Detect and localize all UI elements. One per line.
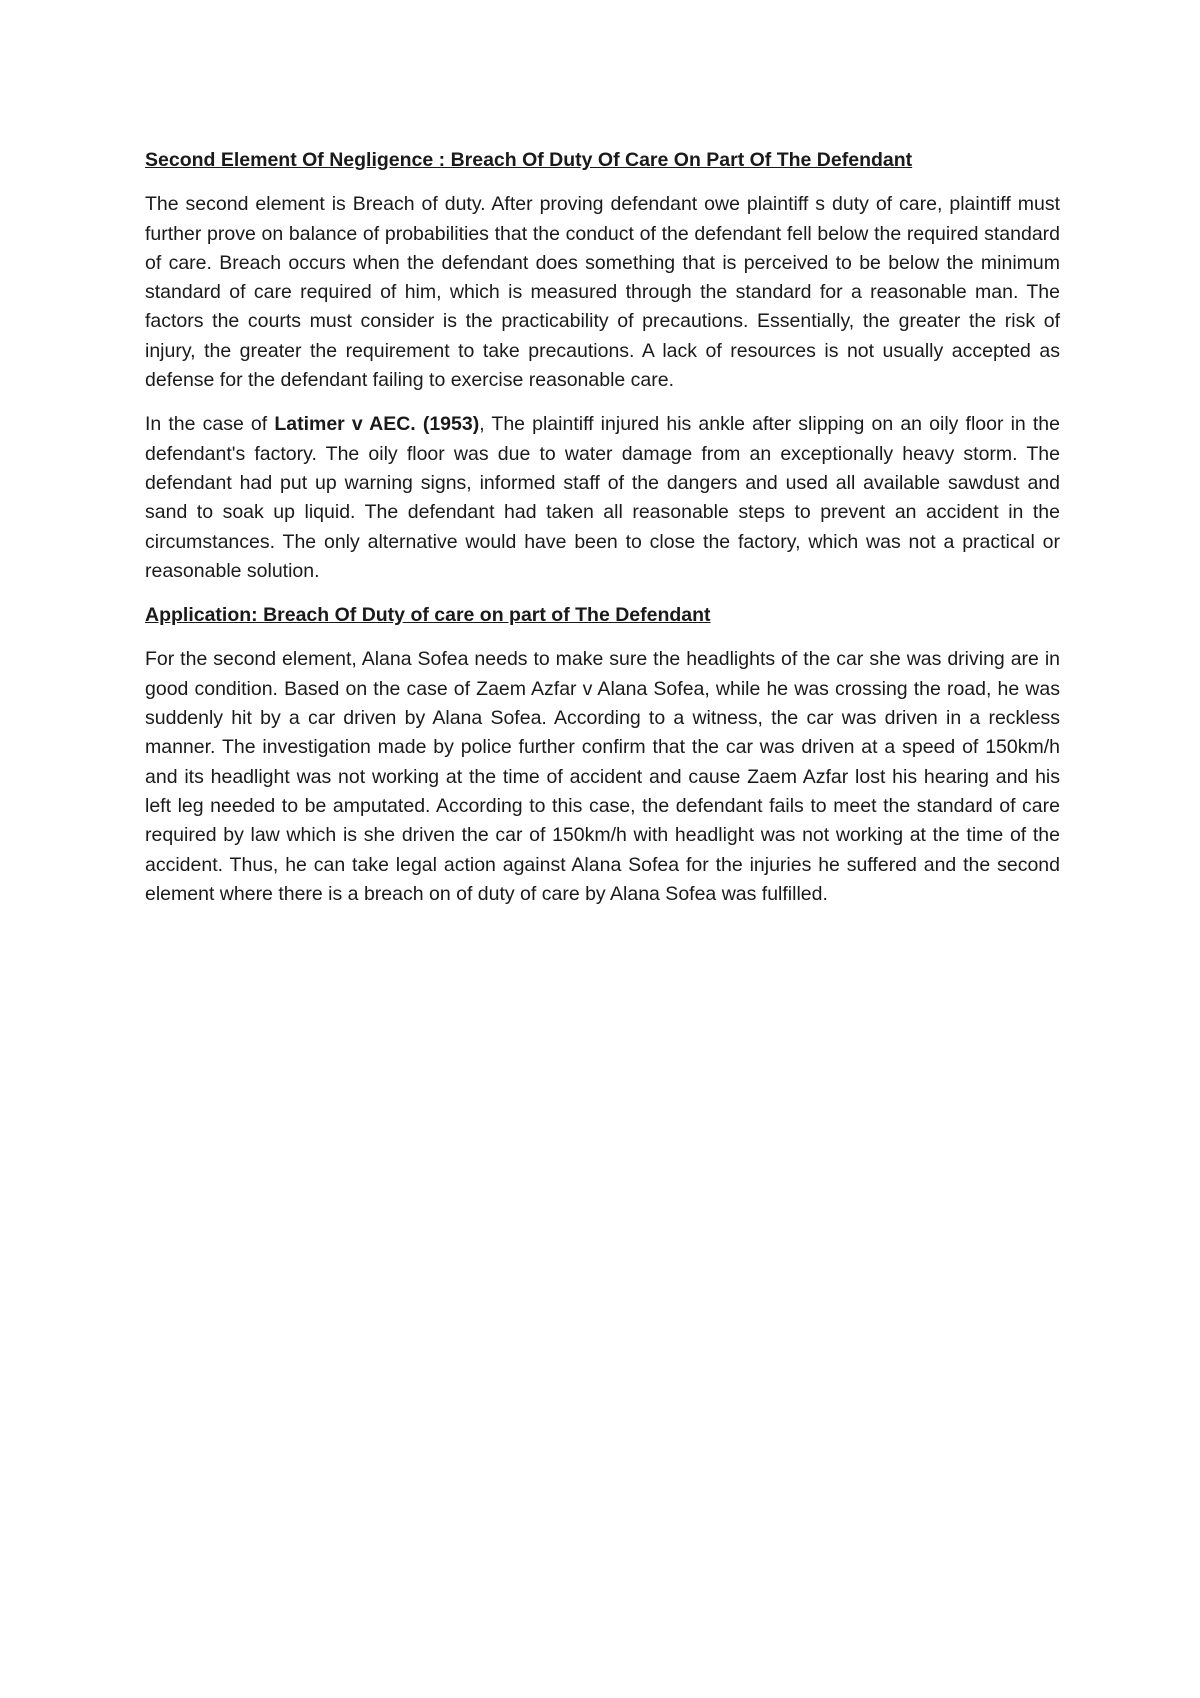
section-heading-breach: Second Element Of Negligence : Breach Of Duty Of Care On Part Of The Defendant	[145, 149, 913, 171]
paragraph-latimer-prefix: In the case of	[145, 413, 275, 436]
paragraph-latimer-case	[145, 410, 1060, 586]
document-body	[145, 146, 1060, 924]
case-citation-latimer: Latimer v AEC. (1953)	[274, 413, 480, 436]
paragraph-latimer-body: , The plaintiff injured his ankle after slipping on an oily floor in the defendant's factory. The oily floor was due to water damage from an exceptionally heavy storm. The defendant had put up warning signs, informed staff of the dangers and used all available sawdust and sand to soak up liquid. The defendant had taken all reasonable steps to prevent an accident in the circumstances. The only alternative would have been to close the factory, which was not a practical or reasonable solution.	[145, 413, 1060, 582]
paragraph-breach-of-duty: The second element is Breach of duty. After proving defendant owe plaintiff s duty of care, plaintiff must further prove on balance of probabilities that the conduct of the defendant fell below the required standard of care. Breach occurs when the defendant does something that is perceived to be below the minimum standard of care required of him, which is measured through the standard for a reasonable man. The factors the courts must consider is the practicability of precautions. Essentially, the greater the risk of injury, the greater the requirement to take precautions. A lack of resources is not usually accepted as defense for the defendant failing to exercise reasonable care.	[145, 193, 1060, 392]
section-heading-application: Application: Breach Of Duty of care on part of The Defendant	[145, 604, 711, 627]
paragraph-application: For the second element, Alana Sofea needs to make sure the headlights of the car she was driving are in good condition. Based on the case of Zaem Azfar v Alana Sofea, while he was crossing the road, he was suddenly hit by a car driven by Alana Sofea. According to a witness, the car was driven in a reckless manner. The investigation made by police further confirm that the car was driven at a speed of 150km/h and its headlight was not working at the time of accident and cause Zaem Azfar lost his hearing and his left leg needed to be amputated. According to this case, the defendant fails to meet the standard of care required by law which is she driven the car of 150km/h with headlight was not working at the time of the accident. Thus, he can take legal action against Alana Sofea for the injuries he suffered and the second element where there is a breach on of duty of care by Alana Sofea was fulfilled.	[145, 648, 1060, 905]
